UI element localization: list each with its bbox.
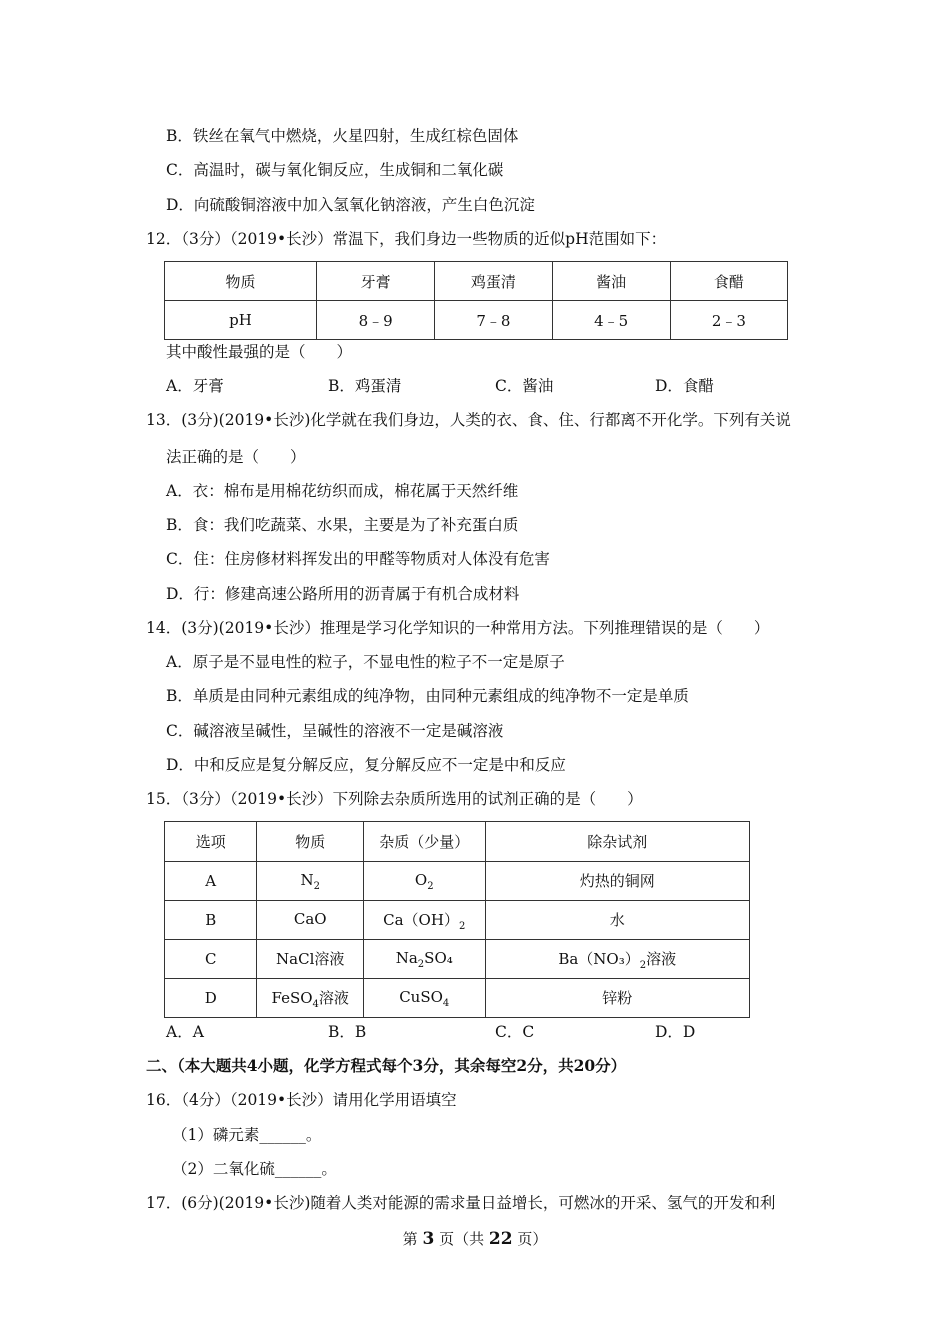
q14-option-a: A．原子是不显电性的粒子，不显电性的粒子不一定是原子 [166, 653, 565, 671]
table-row [165, 262, 788, 301]
table-cell: 酱油 [552, 262, 670, 301]
q15-stem: 15．（3分）（2019•长沙）下列除去杂质所选用的试剂正确的是（ ） [146, 790, 643, 808]
table-cell [485, 940, 750, 979]
q11-option-b: B．铁丝在氧气中燃烧，火星四射，生成红棕色固体 [166, 127, 519, 145]
total-page-number: 22 [488, 1229, 513, 1249]
q15-option-c: C．C [495, 1023, 535, 1041]
q13-stem-line2: 法正确的是（ ） [166, 448, 306, 466]
q16-part2: （2）二氧化硫______。 [172, 1160, 337, 1178]
q15-impurity-table [164, 821, 750, 1018]
formula-text: FeSO [271, 988, 313, 1007]
formula-text: O [414, 870, 428, 889]
formula-text: Ca（OH） [383, 910, 459, 929]
current-page-number: 3 [422, 1229, 435, 1249]
table-cell: 选项 [165, 822, 257, 862]
footer-prefix: 第 [402, 1230, 418, 1248]
formula-subscript: 4 [442, 997, 450, 1009]
table-cell [363, 901, 485, 940]
q17-stem: 17．(6分)(2019•长沙)随着人类对能源的需求量日益增长，可燃冰的开采、氢气的开发和利 [146, 1194, 776, 1212]
table-cell [485, 901, 750, 940]
formula-text: Ba（NO₃） [558, 949, 640, 968]
q14-option-b: B．单质是由同种元素组成的纯净物，由同种元素组成的纯净物不一定是单质 [166, 687, 689, 705]
table-cell: 除杂试剂 [485, 822, 750, 862]
q12-option-c: C．酱油 [495, 377, 554, 395]
section-heading: 二、（本大题共4小题，化学方程式每个3分，其余每空2分，共20分） [146, 1056, 627, 1075]
q16-stem: 16．（4分）（2019•长沙）请用化学用语填空 [146, 1091, 457, 1109]
formula-text: 锌粉 [602, 988, 633, 1007]
formula-subscript: 2 [639, 959, 647, 971]
table-cell [257, 940, 364, 979]
table-cell: D [165, 979, 257, 1018]
formula-subscript: 2 [417, 958, 425, 970]
q11-option-d: D．向硫酸铜溶液中加入氢氧化钠溶液，产生白色沉淀 [166, 196, 535, 214]
table-row [165, 940, 750, 979]
table-cell [485, 862, 750, 901]
q15-option-b: B．B [328, 1023, 367, 1041]
table-cell: 物质 [257, 822, 364, 862]
table-cell: A [165, 862, 257, 901]
formula-subscript: 4 [312, 998, 319, 1010]
formula-tail: 溶液 [646, 949, 677, 968]
q14-option-c: C．碱溶液呈碱性，呈碱性的溶液不一定是碱溶液 [166, 722, 504, 740]
table-cell [363, 940, 485, 979]
table-cell: 4﹣5 [552, 301, 670, 340]
table-row [165, 822, 750, 862]
q12-option-b: B．鸡蛋清 [328, 377, 402, 395]
q12-stem: 12．（3分）（2019•长沙）常温下，我们身边一些物质的近似pH范围如下： [146, 230, 667, 248]
formula-text: 水 [609, 910, 625, 929]
formula-tail: SO₄ [424, 948, 453, 967]
q12-question: 其中酸性最强的是（ ） [166, 343, 353, 361]
table-row [165, 301, 788, 340]
table-cell: 食醋 [670, 262, 787, 301]
table-cell: 7﹣8 [435, 301, 552, 340]
table-cell: C [165, 940, 257, 979]
q13-stem-line1: 13．(3分)(2019•长沙)化学就在我们身边，人类的衣、食、住、行都离不开化学。下列有关说 [146, 411, 791, 429]
footer-suffix: 页） [517, 1230, 548, 1248]
table-cell [363, 862, 485, 901]
q16-part1: （1）磷元素______。 [172, 1126, 322, 1144]
q13-option-d: D．行：修建高速公路所用的沥青属于有机合成材料 [166, 585, 520, 603]
formula-text: CuSO [399, 987, 443, 1006]
table-cell [257, 862, 364, 901]
formula-subscript: 2 [427, 880, 434, 892]
table-row [165, 862, 750, 901]
table-cell: 8﹣9 [317, 301, 435, 340]
table-cell [257, 979, 364, 1018]
table-cell: B [165, 901, 257, 940]
q12-option-d: D．食醋 [655, 377, 714, 395]
table-cell: pH [165, 301, 317, 340]
table-row [165, 979, 750, 1018]
q12-option-a: A．牙膏 [166, 377, 224, 395]
formula-text: N [300, 870, 314, 889]
formula-tail: 溶液 [318, 988, 349, 1007]
formula-text: CaO [293, 909, 327, 928]
formula-text: 灼热的铜网 [579, 871, 655, 890]
q15-option-d: D．D [655, 1023, 696, 1041]
q14-stem: 14．(3分)(2019•长沙）推理是学习化学知识的一种常用方法。下列推理错误的是（ ） [146, 619, 770, 637]
formula-text: Na [395, 948, 418, 967]
q13-option-a: A．衣：棉布是用棉花纺织而成，棉花属于天然纤维 [166, 482, 519, 500]
table-cell: 2﹣3 [670, 301, 787, 340]
q13-option-c: C．住：住房修材料挥发出的甲醛等物质对人体没有危害 [166, 550, 550, 568]
q13-option-b: B．食：我们吃蔬菜、水果，主要是为了补充蛋白质 [166, 516, 519, 534]
q11-option-c: C．高温时，碳与氧化铜反应，生成铜和二氧化碳 [166, 161, 504, 179]
q15-option-a: A．A [166, 1023, 204, 1041]
table-cell [485, 979, 750, 1018]
table-cell [257, 901, 364, 940]
table-cell: 鸡蛋清 [435, 262, 552, 301]
q14-option-d: D．中和反应是复分解反应，复分解反应不一定是中和反应 [166, 756, 566, 774]
formula-subscript: 2 [313, 880, 320, 892]
table-cell: 牙膏 [317, 262, 435, 301]
table-row [165, 901, 750, 940]
formula-subscript: 2 [458, 920, 466, 932]
table-cell: 杂质（少量） [363, 822, 485, 862]
footer-middle: 页（共 [439, 1230, 485, 1248]
table-cell [363, 979, 485, 1018]
q12-ph-table [164, 261, 788, 340]
table-cell: 物质 [165, 262, 317, 301]
formula-text: NaCl溶液 [276, 949, 345, 968]
page-footer [0, 1228, 950, 1249]
